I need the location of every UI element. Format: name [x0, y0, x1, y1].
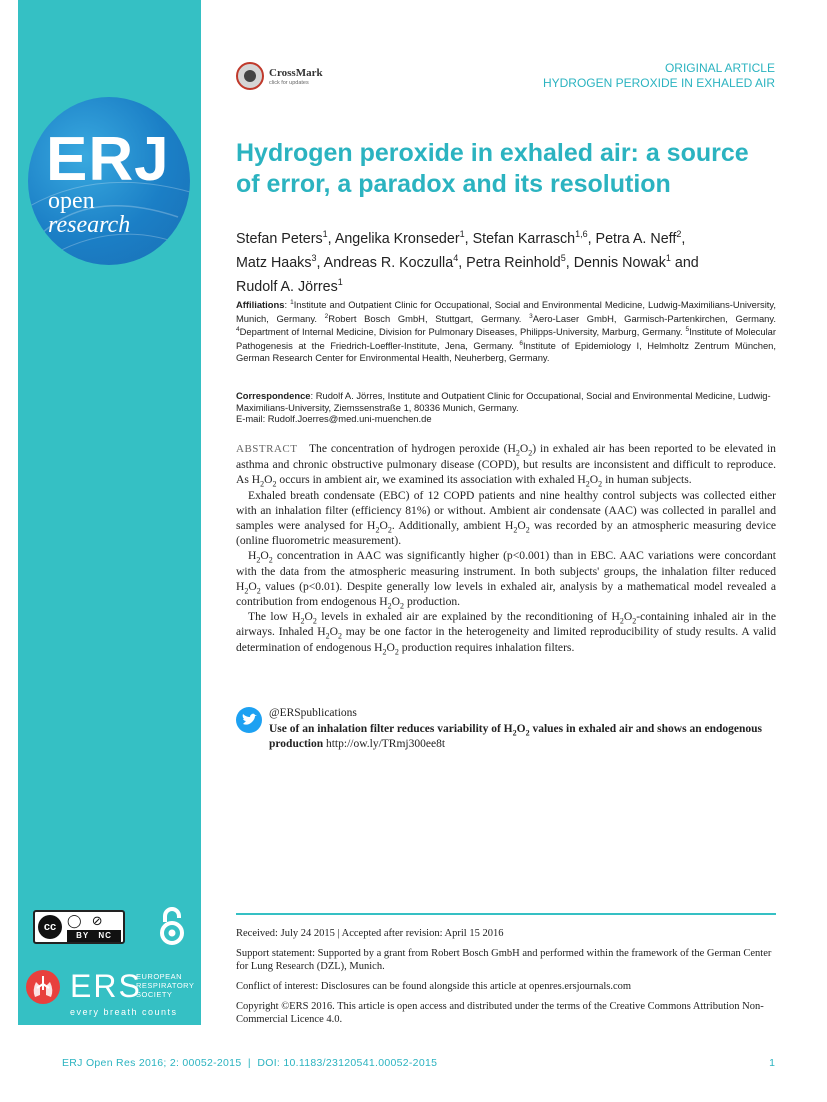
ers-logo[interactable]	[26, 970, 196, 1020]
ers-name-line3: SOCIETY	[136, 990, 173, 999]
copyright: Copyright ©ERS 2016. This article is open access and distributed under the terms of the Creative Commons Attribution Non-Commercial Licence 4.0.	[236, 1001, 764, 1025]
open-access-icon[interactable]	[158, 906, 186, 946]
twitter-handle[interactable]: @ERSpublications	[269, 707, 357, 719]
conflict-of-interest: Conflict of interest: Disclosures can be found alongside this article at openres.ersjournals.com	[236, 981, 632, 992]
title-line-2: of error, a paradox and its resolution	[236, 170, 671, 198]
author-affiliation: 2	[676, 229, 682, 239]
logo-erj: ERJ	[46, 125, 170, 194]
author-name: Rudolf A. Jörres	[236, 278, 338, 295]
attribution-icon: ◯	[67, 914, 82, 929]
article-type: ORIGINAL ARTICLE	[664, 61, 775, 75]
received-dates: Received: July 24 2015 | Accepted after revision: April 15 2016	[236, 928, 504, 939]
ers-letters: ERS	[70, 968, 142, 1004]
author-name: Petra A. Neff	[595, 230, 677, 247]
affiliation-6: Institute of Epidemiology I, Helmholtz Zentrum München, German Research Center for Environmental Health, Neuherberg, Germany.	[236, 340, 776, 363]
twitter-summary	[236, 707, 781, 757]
logo-open: open	[48, 188, 95, 214]
ers-name-line2: RESPIRATORY	[136, 981, 195, 990]
crossmark-title: CrossMark	[269, 67, 323, 79]
author-affiliation: 4	[453, 252, 459, 263]
cc-license-text	[67, 930, 121, 942]
creative-commons-license-badge[interactable]	[33, 910, 125, 944]
erj-open-research-logo[interactable]	[28, 97, 190, 265]
abstract-paragraph-4: The low $H_2O_2$ levels in exhaled air are explained by the reconditioning of $H_2O_2$-containing inhaled air in the airways. Inhaled $H_2O_2$ may be one factor in the heterogeneity and limited reproducibility of study results. A valid determination of endogenous $H_2O_2$ production requires inhalation filters.	[236, 610, 776, 656]
noncommercial-icon: ⊘	[91, 914, 103, 929]
twitter-bird-icon[interactable]	[236, 707, 262, 733]
abstract	[236, 441, 776, 655]
footer-divider	[236, 913, 776, 915]
correspondence-label: Correspondence	[236, 390, 311, 401]
author-affiliation: 1	[665, 252, 671, 263]
author-affiliation: 3	[311, 252, 317, 263]
author-name: Petra Reinhold	[466, 254, 561, 271]
tweet-link[interactable]: http://ow.ly/TRmj300ee8t	[325, 737, 446, 750]
article-footer	[236, 927, 776, 1033]
abstract-label: ABSTRACT	[236, 443, 298, 455]
abstract-paragraph-3: $H_2O_2$ concentration in AAC was significantly higher (p<0.001) than in EBC. AAC variations were concordant with the data from the atmospheric measuring instrument. In both subjects' groups, the inhalation filter reduced $H_2O_2$ values (p<0.01). Despite generally low levels in exhaled air, analysis by a mathematical model revealed a contribution from endogenous $H_2O_2$ production.	[236, 549, 776, 611]
article-topic: HYDROGEN PEROXIDE IN EXHALED AIR	[542, 76, 775, 90]
ers-tagline: every breath counts	[70, 1007, 178, 1017]
affiliation-2: Robert Bosch GmbH, Stuttgart, Germany.	[328, 312, 522, 324]
by-nc-icons	[67, 914, 121, 930]
author-name: Stefan Karrasch	[472, 230, 576, 247]
by-label: BY	[76, 931, 90, 940]
author-name: Angelika Kronseder	[334, 230, 460, 247]
ers-lung-icon	[26, 970, 60, 1004]
affiliation-4: Department of Internal Medicine, Division for Pulmonary Diseases, Philipps-University, Marburg, Germany.	[239, 326, 683, 338]
author-name: Andreas R. Koczulla	[323, 254, 454, 271]
author-name: Dennis Nowak	[573, 254, 666, 271]
affiliation-1: Institute and Outpatient Clinic for Occupational, Social and Environmental Medicine, Ludwig-Maximilians-University, Munich, Germany.	[236, 299, 776, 324]
correspondence-email[interactable]: E-mail: Rudolf.Joerres@med.uni-muenchen.de	[236, 413, 432, 425]
cc-icon: cc	[38, 915, 62, 939]
crossmark-badge[interactable]	[236, 62, 326, 92]
citation-doi[interactable]: ERJ Open Res 2016; 2: 00052-2015 | DOI: 10.1183/23120541.00052-2015	[62, 1057, 438, 1069]
author-name: Stefan Peters	[236, 230, 323, 247]
author-affiliation: 1	[337, 276, 343, 287]
author-affiliation: 1	[322, 229, 328, 239]
author-affiliation: 1,6	[575, 229, 588, 239]
support-statement: Support statement: Supported by a grant from Robert Bosch GmbH and performed within the framework of the German Center for Lung Research (DZL), Munich.	[236, 948, 772, 972]
abstract-paragraph-2: Exhaled breath condensate (EBC) of 12 COPD patients and nine healthy control subjects was collected either with an inhalation filter (efficiency 81%) or without. Ambient air condensate (AAC) was collected in parallel and samples were analysed for $H_2O_2$. Additionally, ambient $H_2O_2$ was recorded by an atmospheric measuring device (online fluorometric measurement).	[236, 488, 776, 548]
article-type-header	[543, 61, 775, 91]
affiliation-3: Aero-Laser GmbH, Garmisch-Partenkirchen, Germany.	[532, 312, 776, 324]
logo-research: research	[48, 212, 131, 238]
nc-label: NC	[98, 931, 112, 940]
page-number: 1	[769, 1057, 775, 1069]
article-title	[236, 138, 781, 200]
ers-name-line1: EUROPEAN	[136, 972, 183, 981]
crossmark-icon	[236, 62, 264, 90]
author-affiliation: 1	[459, 229, 465, 239]
correspondence-text: Rudolf A. Jörres, Institute and Outpatient Clinic for Occupational, Social and Environmental Medicine, Ludwig-Maximilians-University, Ziemssenstraße 1, 80336 Munich, Germany.	[236, 390, 771, 413]
correspondence: Correspondence: Rudolf A. Jörres, Institute and Outpatient Clinic for Occupational, Social and Environmental Medicine, Ludwig-Maximilians-University, Ziemssenstraße 1, 80336 Munich, Germany. E-mail: Rudolf.Joerres@med.uni-muenchen.de	[236, 390, 771, 425]
title-line-1: Hydrogen peroxide in exhaled air: a source	[236, 139, 749, 167]
affiliations-label: Affiliations	[236, 299, 285, 311]
author-affiliation: 5	[560, 252, 566, 263]
crossmark-subtitle: click for updates	[269, 80, 309, 86]
author-list: Stefan Peters$^1$, Angelika Kronseder$^1$, Stefan Karrasch$^{1,6}$, Petra A. Neff$^2$, Matz Haaks$^3$, Andreas R. Koczulla$^4$, Petra Reinhold$^5$, Dennis Nowak$^1$ and Rudolf A. Jörres$^1$	[236, 229, 699, 295]
affiliations: Affiliations: $^1$Institute and Outpatient Clinic for Occupational, Social and Environmental Medicine, Ludwig-Maximilians-University, Munich, Germany. $^2$Robert Bosch GmbH, Stuttgart, Germany. $^3$Aero-Laser GmbH, Garmisch-Partenkirchen, Germany. $^4$Department of Internal Medicine, Division for Pulmonary Diseases, Philipps-University, Marburg, Germany. $^5$Institute of Molecular Pathogenesis at the Friedrich-Loeffler-Institute, Jena, Germany. $^6$Institute of Epidemiology I, Helmholtz Zentrum München, German Research Center for Environmental Health, Neuherberg, Germany.	[236, 299, 777, 363]
abstract-paragraph-1: ABSTRACT The concentration of hydrogen peroxide $(H_2O_2)$ in exhaled air has been reported to be elevated in asthma and chronic obstructive pulmonary disease (COPD), but results are inconsistent and difficult to reproduce. As $H_2O_2$ occurs in ambient air, we examined its association with exhaled $H_2O_2$ in human subjects.	[236, 442, 776, 489]
affiliation-5: Institute of Molecular Pathogenesis at the Friedrich-Loeffler-Institute, Jena, Germany.	[236, 326, 777, 352]
journal-sidebar	[18, 0, 201, 1025]
ers-society-name	[136, 972, 194, 999]
tweet-text: Use of an inhalation filter reduces variability of $H_2O_2$ values in exhaled air and shows an endogenous production http://ow.ly/TRmj300ee8t	[269, 723, 762, 750]
author-name: Matz Haaks	[236, 254, 312, 271]
